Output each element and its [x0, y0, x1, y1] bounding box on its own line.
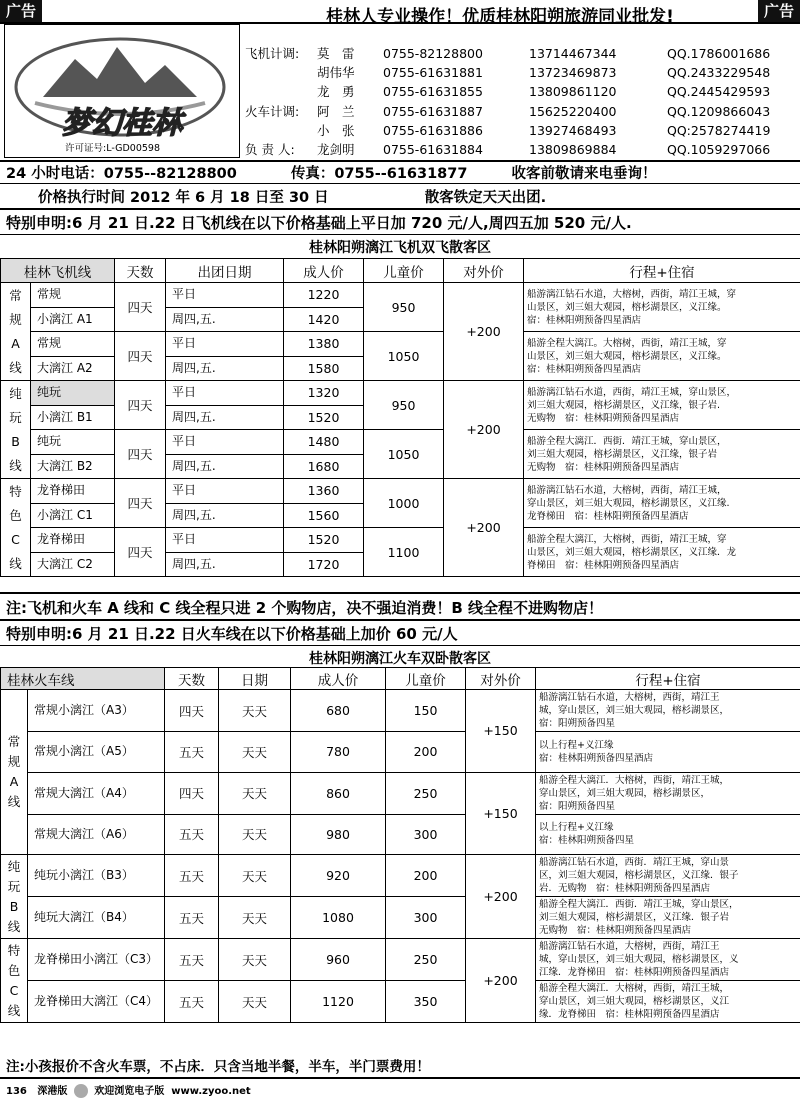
contact-mobile: 13809861120	[529, 84, 617, 100]
itinerary-line: 船游全程大漓江，大榕树，西街，靖江王城，穿	[527, 533, 727, 545]
contact-row	[245, 140, 787, 159]
route-name: 常规小漓江（A5）	[28, 732, 165, 773]
itinerary-line: 穿山景区，刘三姐大观园，榕杉湖景区，义江缘.	[527, 497, 730, 509]
footer-welcome: 欢迎浏览电子版	[94, 1086, 165, 1097]
license-number: 许可证号:L-GD00598	[65, 143, 161, 154]
departure-date: 周四,五.	[166, 552, 284, 577]
contact-line	[6, 162, 656, 183]
itinerary-cell	[536, 981, 800, 1023]
footer-url[interactable]: www.zyoo.net	[171, 1086, 251, 1097]
flight-header-days: 天数	[115, 259, 166, 283]
route-name: 常规大漓江（A4）	[28, 772, 165, 814]
group-char: 纯	[7, 858, 21, 874]
daily-departure: 散客铁定天天出团.	[424, 190, 547, 206]
itinerary-line: 城，穿山景区，刘三姐大观园，榕杉湖景区，	[539, 705, 730, 716]
itinerary-line: 船游全程大漓江。大榕树，西街，靖江王城，穿	[527, 337, 727, 349]
train-price-table	[0, 667, 800, 1023]
itinerary-cell	[536, 732, 800, 773]
adult-price: 680	[291, 690, 386, 732]
itinerary-cell	[536, 690, 800, 732]
itinerary-line: 无购物 宿：桂林阳朔预备四星酒店	[527, 461, 680, 473]
departure-date: 天天	[219, 981, 291, 1023]
table-row	[1, 479, 800, 504]
contact-name: 莫 雷	[317, 46, 355, 61]
header-title: 桂林人专业操作！优质桂林阳朔旅游同业批发!	[326, 7, 674, 27]
days-cell: 四天	[115, 332, 166, 381]
route-group-label	[1, 855, 28, 939]
external-price: +200	[444, 381, 524, 479]
ad-tag-left: 广告	[0, 0, 42, 22]
departure-date: 平日	[166, 430, 284, 455]
days-cell: 五天	[165, 981, 219, 1023]
itinerary-line: 脊梯田 宿：桂林阳朔预备四星酒店	[527, 559, 680, 571]
table-row	[1, 939, 800, 981]
adult-price: 920	[291, 855, 386, 897]
departure-date: 天天	[219, 814, 291, 855]
table-row	[1, 332, 800, 357]
adult-price: 1580	[284, 356, 364, 381]
train-header-child: 儿童价	[386, 668, 466, 690]
table-row	[1, 814, 800, 855]
itinerary-line: 船游漓江钻石水道，大榕树，西街，靖江王城，穿	[527, 288, 737, 300]
itinerary-line: 刘三姐大观园，榕杉湖景区，义江缘，银子岩	[527, 448, 718, 460]
itinerary-line: 船游全程大漓江．大榕树，西街，靖江王城，	[539, 774, 730, 786]
contact-name: 胡伟华	[317, 65, 355, 81]
days-cell: 五天	[165, 939, 219, 981]
contact-qq: QQ.1786001686	[667, 46, 771, 61]
days-cell: 五天	[165, 897, 219, 939]
days-cell: 四天	[115, 430, 166, 479]
route-name: 纯玩小漓江（B3）	[28, 855, 165, 897]
route-name: 纯玩	[31, 430, 115, 455]
contact-qq: QQ:2578274419	[667, 122, 771, 138]
external-price: +150	[466, 690, 536, 773]
days-cell: 四天	[165, 690, 219, 732]
contact-list	[245, 44, 787, 159]
flight-section-title: 桂林阳朔漓江飞机双飞散客区	[309, 240, 491, 256]
welcome-text: 收客前敬请来电垂询！	[511, 166, 657, 182]
itinerary-line: 穿山景区，刘三姐大观园，榕杉湖景区，	[539, 787, 711, 799]
company-logo	[4, 24, 240, 158]
child-price: 950	[364, 381, 444, 430]
itinerary-cell	[536, 939, 800, 981]
itinerary-line: 山景区，刘三姐大观园，榕杉湖景区，义江缘。	[527, 301, 727, 313]
group-char: 特	[9, 483, 22, 499]
flight-header-route: 桂林飞机线	[1, 259, 115, 283]
route-name: 龙脊梯田	[31, 479, 115, 504]
edition-label: 深港版	[37, 1086, 68, 1097]
route-group-label	[1, 939, 28, 1023]
contact-mobile: 13723469873	[529, 65, 617, 81]
contact-mobile: 13714467344	[529, 46, 617, 61]
group-char: 线	[9, 359, 22, 375]
external-price: +200	[466, 939, 536, 1023]
group-char: 特	[7, 942, 21, 958]
adult-price: 1520	[284, 528, 364, 553]
flight-special-notice: 特别申明:6 月 21 日.22 日飞机线在以下价格基础上平日加 720 元/人,周四五加 520 元/人.	[6, 214, 632, 232]
train-section-title: 桂林阳朔漓江火车双卧散客区	[309, 651, 491, 667]
itinerary-cell	[524, 479, 800, 528]
table-row	[1, 772, 800, 814]
contact-name: 小 张	[317, 122, 355, 138]
child-price: 350	[386, 981, 466, 1023]
contact-name: 阿 兰	[317, 103, 355, 119]
child-price: 1000	[364, 479, 444, 528]
route-name: 常规	[31, 332, 115, 357]
group-char: 线	[7, 918, 21, 934]
fax: 传真：0755--61631877	[290, 166, 468, 182]
price-period: 价格执行时间 2012 年 6 月 18 日至 30 日	[38, 190, 329, 206]
page-number: 136	[6, 1086, 27, 1097]
itinerary-cell	[536, 855, 800, 897]
days-cell: 五天	[165, 732, 219, 773]
itinerary-cell	[524, 528, 800, 577]
hotline: 24 小时电话：0755--82128800	[6, 166, 237, 182]
train-header-adult: 成人价	[291, 668, 386, 690]
route-group-label	[1, 283, 31, 381]
child-price: 300	[386, 814, 466, 855]
itinerary-line: 区，刘三姐大观园，榕杉湖景区，义江缘．银子	[539, 870, 739, 881]
external-price: +200	[444, 479, 524, 577]
itinerary-line: 江缘．龙脊梯田 宿：桂林阳朔预备四星酒店	[539, 967, 730, 978]
adult-price: 1380	[284, 332, 364, 357]
adult-price: 1560	[284, 503, 364, 528]
child-price: 1050	[364, 332, 444, 381]
itinerary-line: 船游漓江钻石水道，大榕树，西街，靖江王	[539, 941, 720, 952]
flight-note: 注:飞机和火车 A 线和 C 线全程只进 2 个购物店，决不强迫消费！B 线全程不进购物店！	[6, 599, 604, 617]
itinerary-line: 无购物 宿：桂林阳朔预备四星酒店	[539, 925, 692, 936]
contact-tel: 0755-61631886	[383, 122, 483, 138]
child-price: 1100	[364, 528, 444, 577]
adult-price: 1480	[284, 430, 364, 455]
adult-price: 1360	[284, 479, 364, 504]
train-header-route: 桂林火车线	[1, 668, 165, 690]
table-row	[1, 381, 800, 406]
contact-mobile: 15625220400	[529, 103, 617, 119]
departure-date: 周四,五.	[166, 405, 284, 430]
external-price: +200	[444, 283, 524, 381]
adult-price: 1320	[284, 381, 364, 406]
group-char: 玩	[7, 878, 21, 894]
days-cell: 四天	[115, 479, 166, 528]
table-row	[1, 897, 800, 939]
route-name: 纯玩	[31, 381, 115, 406]
contact-tel: 0755-61631855	[383, 84, 483, 100]
contact-tel: 0755-61631884	[383, 142, 483, 158]
departure-date: 周四,五.	[166, 503, 284, 528]
itinerary-line: 船游漓江钻石水道，西街，靖江王城，穿山景区，	[527, 386, 737, 398]
itinerary-line: 宿：桂林阳朔预备四星	[539, 835, 635, 847]
itinerary-line: 宿：桂林阳朔预备四星酒店	[539, 752, 654, 764]
itinerary-line: 山景区，刘三姐大观园，榕杉湖景区，义江缘．龙	[527, 546, 737, 558]
route-name: 大漓江 B2	[31, 454, 115, 479]
period-line	[38, 186, 546, 207]
itinerary-line: 缘．龙脊梯田 宿：桂林阳朔预备四星酒店	[539, 1009, 720, 1020]
route-name: 大漓江 C2	[31, 552, 115, 577]
days-cell: 五天	[165, 855, 219, 897]
child-price: 250	[386, 772, 466, 814]
itinerary-line: 船游全程大漓江．大榕树，西街，靖江王城，	[539, 983, 730, 994]
flight-header-dates: 出团日期	[166, 259, 284, 283]
itinerary-cell	[524, 381, 800, 430]
flight-header-itinerary: 行程+住宿	[524, 259, 800, 283]
train-special-notice: 特别申明:6 月 21 日.22 日火车线在以下价格基础上加价 60 元/人	[6, 625, 458, 643]
page-footer	[6, 1082, 251, 1098]
child-price: 250	[386, 939, 466, 981]
departure-date: 平日	[166, 528, 284, 553]
route-name: 大漓江 A2	[31, 356, 115, 381]
itinerary-line: 穿山景区，刘三姐大观园，榕杉湖景区，义江	[539, 996, 730, 1007]
itinerary-line: 宿：桂林阳朔预备四星酒店	[527, 314, 642, 326]
train-header-itinerary: 行程+住宿	[536, 668, 800, 690]
group-char: 线	[7, 794, 21, 809]
departure-date: 天天	[219, 939, 291, 981]
table-row	[1, 283, 800, 308]
adult-price: 1220	[284, 283, 364, 308]
adult-price: 980	[291, 814, 386, 855]
flight-header-adult: 成人价	[284, 259, 364, 283]
route-name: 纯玩大漓江（B4）	[28, 897, 165, 939]
itinerary-line: 船游全程大漓江．西街．靖江王城，穿山景区，	[527, 435, 727, 447]
train-header-days: 天数	[165, 668, 219, 690]
departure-date: 平日	[166, 381, 284, 406]
table-row	[1, 690, 800, 732]
departure-date: 平日	[166, 332, 284, 357]
group-char: 常	[7, 734, 21, 749]
adult-price: 1720	[284, 552, 364, 577]
departure-date: 天天	[219, 732, 291, 773]
itinerary-cell	[536, 814, 800, 855]
itinerary-line: 以上行程+义江缘	[539, 822, 614, 834]
group-char: B	[11, 433, 20, 449]
days-cell: 四天	[115, 283, 166, 332]
table-row	[1, 430, 800, 455]
departure-date: 周四,五.	[166, 356, 284, 381]
contact-mobile: 13927468493	[529, 122, 617, 138]
itinerary-line: 无购物 宿：桂林阳朔预备四星酒店	[527, 412, 680, 424]
itinerary-cell	[524, 283, 800, 332]
departure-date: 平日	[166, 283, 284, 308]
train-header-date: 日期	[219, 668, 291, 690]
itinerary-line: 宿：阳朔预备四星	[539, 800, 616, 812]
adult-price: 1420	[284, 307, 364, 332]
route-group-label	[1, 479, 31, 577]
itinerary-line: 山景区，刘三姐大观园，榕杉湖景区，义江缘。	[527, 350, 727, 362]
group-char: 色	[7, 962, 21, 978]
contact-row	[245, 82, 787, 101]
departure-date: 周四,五.	[166, 454, 284, 479]
contact-tel: 0755-61631881	[383, 65, 483, 81]
adult-price: 860	[291, 772, 386, 814]
days-cell: 四天	[115, 528, 166, 577]
route-name: 常规小漓江（A3）	[28, 690, 165, 732]
route-name: 小漓江 B1	[31, 405, 115, 430]
group-char: 常	[9, 287, 22, 303]
group-char: 规	[9, 311, 22, 327]
itinerary-cell	[524, 332, 800, 381]
contact-role: 飞机计调:	[245, 46, 300, 61]
contact-name: 龙剑明	[317, 142, 355, 158]
itinerary-line: 船游漓江钻石水道，西街．靖江王城，穿山景	[539, 857, 730, 868]
external-price: +150	[466, 772, 536, 855]
itinerary-line: 宿：桂林阳朔预备四星酒店	[527, 363, 642, 375]
itinerary-line: 以上行程+义江缘	[539, 739, 614, 751]
contact-role: 负 责 人:	[245, 142, 295, 158]
group-char: B	[9, 898, 19, 914]
departure-date: 天天	[219, 690, 291, 732]
itinerary-line: 刘三姐大观园，榕杉湖景区，义江缘．银子岩	[539, 912, 730, 923]
table-row	[1, 528, 800, 553]
departure-date: 天天	[219, 772, 291, 814]
adult-price: 780	[291, 732, 386, 773]
table-row	[1, 981, 800, 1023]
itinerary-line: 船游漓江钻石水道，大榕树，西街，靖江王	[539, 692, 720, 703]
contact-tel: 0755-82128800	[383, 46, 483, 61]
group-char: 色	[9, 507, 22, 523]
external-price: +200	[466, 855, 536, 939]
route-group-label	[1, 381, 31, 479]
itinerary-line: 城，穿山景区，刘三姐大观园，榕杉湖景区，义	[539, 954, 739, 965]
route-name: 小漓江 A1	[31, 307, 115, 332]
train-note: 注:小孩报价不含火车票，不占床．只含当地半餐，半车，半门票费用！	[6, 1059, 430, 1075]
adult-price: 1680	[284, 454, 364, 479]
group-char: C	[9, 982, 19, 998]
departure-date: 天天	[219, 897, 291, 939]
days-cell: 四天	[115, 381, 166, 430]
group-char: A	[9, 774, 19, 789]
contact-role	[245, 82, 317, 101]
group-char: 线	[7, 1002, 21, 1018]
contact-role	[245, 63, 317, 82]
route-name: 龙脊梯田大漓江（C4）	[28, 981, 165, 1023]
group-char: 纯	[9, 385, 22, 401]
itinerary-line: 船游漓江钻石水道，大榕树，西街，靖江王城，	[527, 484, 727, 496]
group-char: C	[11, 531, 20, 547]
table-row	[1, 732, 800, 773]
itinerary-line: 龙脊梯田 宿：桂林阳朔预备四星酒店	[527, 510, 689, 522]
child-price: 1050	[364, 430, 444, 479]
group-char: 线	[9, 555, 22, 571]
flight-header-external: 对外价	[444, 259, 524, 283]
group-char: A	[11, 335, 20, 351]
contact-qq: QQ.2445429593	[667, 84, 771, 100]
contact-role	[245, 121, 317, 140]
flight-header-child: 儿童价	[364, 259, 444, 283]
adult-price: 1520	[284, 405, 364, 430]
logo-text: 梦幻桂林	[62, 106, 182, 141]
train-header-external: 对外价	[466, 668, 536, 690]
contact-row	[245, 44, 787, 63]
itinerary-cell	[536, 772, 800, 814]
contact-qq: QQ.1209866043	[667, 103, 771, 119]
route-name: 小漓江 C1	[31, 503, 115, 528]
itinerary-line: 岩．无购物 宿：桂林阳朔预备四星酒店	[539, 883, 711, 894]
itinerary-line: 宿：阳朔预备四星	[539, 718, 616, 729]
contact-row	[245, 102, 787, 121]
days-cell: 五天	[165, 814, 219, 855]
brand-circle-icon	[74, 1084, 88, 1098]
adult-price: 1120	[291, 981, 386, 1023]
route-name: 常规大漓江（A6）	[28, 814, 165, 855]
contact-name: 龙 勇	[317, 84, 355, 100]
route-name: 龙脊梯田小漓江（C3）	[28, 939, 165, 981]
itinerary-line: 刘三姐大观园，榕杉湖景区，义江缘，银子岩.	[527, 399, 721, 411]
table-row	[1, 855, 800, 897]
itinerary-cell	[524, 430, 800, 479]
flight-price-table	[0, 258, 800, 577]
group-char: 玩	[9, 409, 22, 425]
route-name: 龙脊梯田	[31, 528, 115, 553]
route-name: 常规	[31, 283, 115, 308]
adult-price: 960	[291, 939, 386, 981]
child-price: 200	[386, 855, 466, 897]
contact-role: 火车计调:	[245, 103, 300, 119]
child-price: 150	[386, 690, 466, 732]
contact-qq: QQ.1059297066	[667, 142, 771, 158]
route-group-label	[1, 690, 28, 855]
child-price: 300	[386, 897, 466, 939]
contact-mobile: 13809869884	[529, 142, 617, 158]
departure-date: 平日	[166, 479, 284, 504]
adult-price: 1080	[291, 897, 386, 939]
ad-tag-right: 广告	[758, 0, 800, 22]
contact-tel: 0755-61631887	[383, 103, 483, 119]
group-char: 线	[9, 457, 22, 473]
group-char: 规	[7, 754, 21, 769]
departure-date: 周四,五.	[166, 307, 284, 332]
contact-row	[245, 63, 787, 82]
logo-graphic	[5, 25, 239, 157]
child-price: 200	[386, 732, 466, 773]
departure-date: 天天	[219, 855, 291, 897]
child-price: 950	[364, 283, 444, 332]
itinerary-line: 船游全程大漓江．西街．靖江王城，穿山景区，	[539, 899, 739, 910]
contact-row	[245, 121, 787, 140]
contact-qq: QQ.2433229548	[667, 65, 771, 81]
itinerary-cell	[536, 897, 800, 939]
days-cell: 四天	[165, 772, 219, 814]
